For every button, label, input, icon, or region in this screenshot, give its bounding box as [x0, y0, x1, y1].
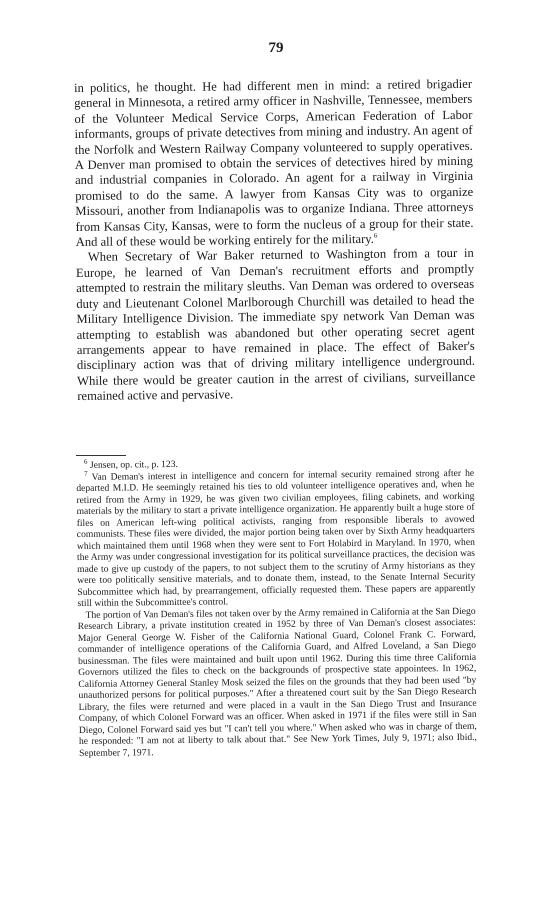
- paragraph-1: [74, 77, 474, 251]
- footnote-mark: 7: [84, 469, 88, 478]
- footnote-7: [76, 467, 475, 609]
- footnote-7-continued: [78, 605, 478, 759]
- footnote-text: Jensen, op. cit., p. 123.: [89, 458, 178, 471]
- paragraph-2-text: When Secretary of War Baker returned to Washington from a tour in Europe, he learned of Van Deman's recruitment efforts and promptly attempted to restrain the military sleuths. Van Deman was ordered to overseas duty and Lieutenant Colonel Marlborough Churchill was detailed to head the Military Intelligence Division. The immediate spy network Van Deman was attempting to establish was abandoned but other operating secret agent arrangements appear to have remained in place. The effect of Baker's disciplinary action was that of driving military intelligence underground. While there would be greater caution in the arrest of civilians, surveillance remained active and pervasive.: [75, 246, 476, 404]
- footnote-ref-6: 6: [373, 231, 378, 240]
- paragraph-2: [76, 246, 476, 404]
- footnote-text: Van Deman's interest in intelligence and concern for internal security remained strong after he departed M.I.D. He seemingly retained his ties to old volunteer intelligence operatives and, when he retired from the Army in 1929, he was given two civilian employees, filing cabinets, and working materials by the military to start a private intelligence organization. He apparently built a huge store of files on American left-wing political activists, ranging from responsible liberals to avowed communists. These files were divided, the major portion being taken over by Sixth Army headquarters which maintained them until 1968 when they were sent to Fort Holabird in Maryland. In 1970, when the Army was under congressional investigation for its political surveillance practices, the decision was made to give up custody of the papers, to not subject them to the scrutiny of Army historians as they were too politically sensitive materials, and to donate them, instead, to the Senate Internal Security Subcommittee which had, by prearrangement, officially requested them. These papers are apparently still within the Subcommittee's control.: [76, 467, 476, 609]
- body-text: [74, 77, 475, 405]
- footnotes: [76, 456, 477, 759]
- footnote-divider: [76, 455, 126, 456]
- page-number: 79: [268, 40, 284, 56]
- footnote-text: The portion of Van Deman's files not taken over by the Army remained in California at the San Diego Research Library, a private institution created in 1952 by three of Van Deman's closest associates: Major General George W. Fisher of the California National Guard, Colonel Frank C. Forward, commander of intelligence operations of the California Guard, and Alfred Loveland, a San Diego businessman. The files were maintained and built upon until 1962. During this time three California Governors utilized the files to check on the backgrounds of prospective state appointees. In 1962, California Attorney General Stanley Mosk seized the files on the grounds that they had been used "by unauthorized persons for political purposes." After a threatened court suit by the San Diego Research Library, the files were returned and were placed in a vault in the San Diego Trust and Insurance Company, of which Colonel Forward was an officer. When asked in 1971 if the files were still in San Diego, Colonel Forward said yes but "I can't tell you where." When asked who was in charge of them, he responded: "I am not at liberty to talk about that." See New York Times, July 9, 1971; also Ibid., September 7, 1971.: [77, 605, 477, 759]
- paragraph-1-text: in politics, he thought. He had different men in mind: a retired brigadier general in Minnesota, a retired army officer in Nashville, Tennessee, members of the Volunteer Medical Service Corps, American Federation of Labor informants, groups of private detectives from mining and industry. An agent of the Norfolk and Western Railway Company volunteered to supply operatives. A Denver man promised to obtain the services of detectives hired by mining and industrial companies in Colorado. An agent for a railway in Virginia promised to do the same. A lawyer from Kansas City was to organize Missouri, another from Indianapolis was to organize Indiana. Three attorneys from Kansas City, Kansas, were to form the nucleus of a group for their state. And all of these would be working entirely for the military.: [74, 76, 474, 250]
- footnote-mark: 6: [83, 457, 88, 466]
